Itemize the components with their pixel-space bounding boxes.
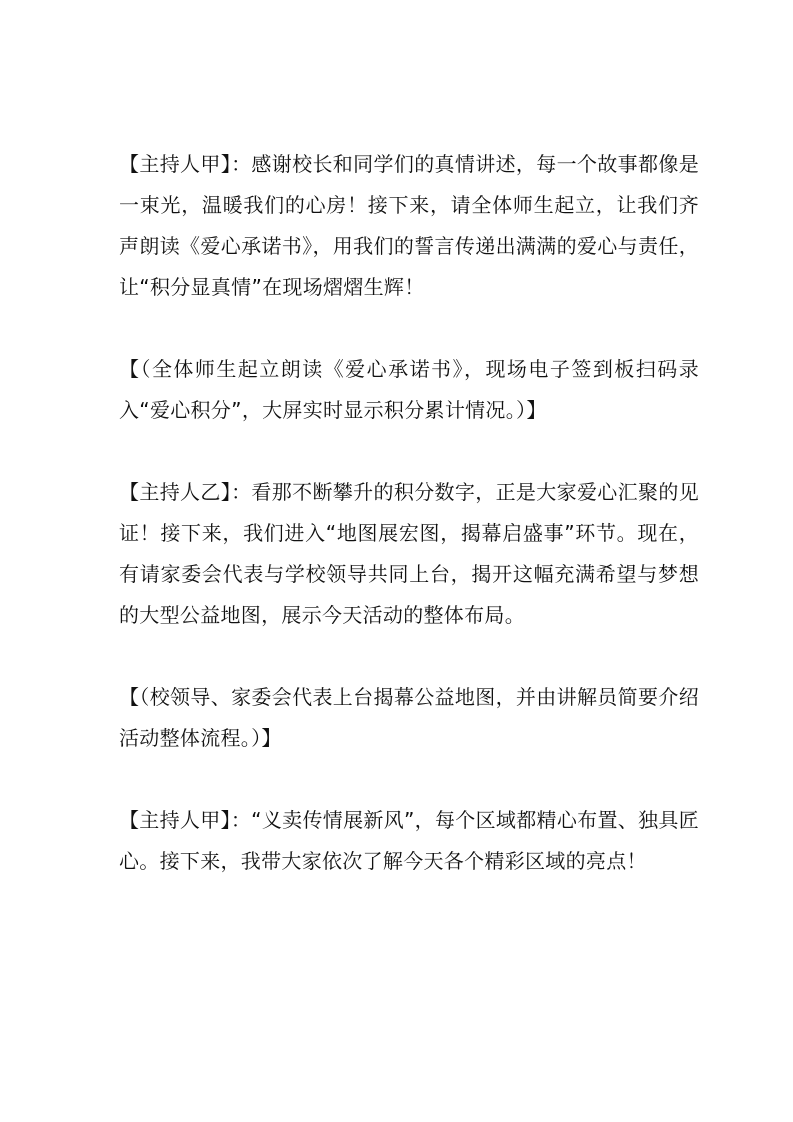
paragraph-host-a-thanks: 【主持人甲】：感谢校长和同学们的真情讲述，每一个故事都像是一束光，温暖我们的心房！接下来，请全体师生起立，让我们齐声朗读《爱心承诺书》，用我们的誓言传递出满满的爱心与责任，让“积分显真情”在现场熠熠生辉！ xyxy=(119,152,699,299)
paragraph-host-a-areas: 【主持人甲】：“义卖传情展新风”，每个区域都精心布置、独具匠心。接下来，我带大家依次了解今天各个精彩区域的亮点！ xyxy=(119,808,699,873)
paragraph-host-b-map: 【主持人乙】：看那不断攀升的积分数字，正是大家爱心汇聚的见证！接下来，我们进入“地图展宏图，揭幕启盛事”环节。现在，有请家委会代表与学校领导共同上台，揭开这幅充满希望与梦想的大型公益地图，展示今天活动的整体布局。 xyxy=(119,480,699,627)
paragraph-stage-direction-pledge: 【（全体师生起立朗读《爱心承诺书》，现场电子签到板扫码录入“爱心积分”，大屏实时显示积分累计情况。）】 xyxy=(119,357,699,422)
paragraph-stage-direction-unveil: 【（校领导、家委会代表上台揭幕公益地图，并由讲解员简要介绍活动整体流程。）】 xyxy=(119,685,699,750)
document-body xyxy=(119,144,699,882)
